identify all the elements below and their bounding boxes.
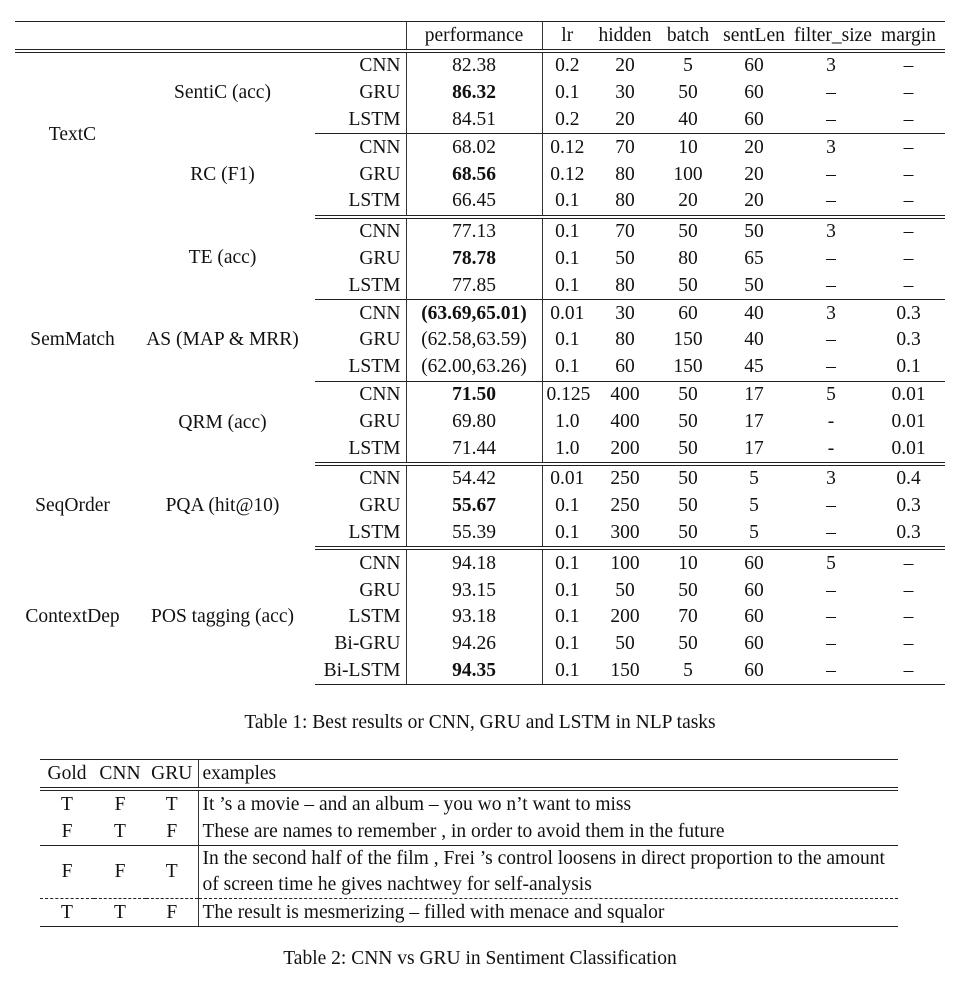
- hidden-value: 80: [615, 329, 635, 351]
- filter-size-value: 3: [826, 468, 836, 490]
- performance-value: 94.26: [406, 631, 542, 658]
- lr-value: 0.1: [555, 329, 580, 351]
- hidden-value: 150: [592, 658, 658, 685]
- table1-caption: Table 1: Best results or CNN, GRU and LSTM in NLP tasks: [244, 712, 716, 733]
- hidden-value: 250: [610, 468, 640, 490]
- results-table-body: [15, 51, 945, 685]
- performance-value: 55.67: [406, 493, 542, 520]
- hidden-value: 50: [615, 633, 635, 655]
- header-sentlen: sentLen: [718, 22, 790, 52]
- filter-size-value: –: [826, 606, 836, 628]
- sentlen-value: 60: [744, 606, 764, 628]
- sentlen-value: 50: [718, 272, 790, 299]
- header-examples: examples: [198, 760, 898, 790]
- hidden-value: 70: [615, 136, 635, 158]
- hidden-value: 20: [615, 55, 635, 77]
- lr-value: 0.2: [555, 55, 580, 77]
- lr-value: 0.1: [555, 606, 580, 628]
- gold-label: T: [61, 793, 73, 815]
- batch-value: 40: [658, 107, 718, 134]
- task-label: POS tagging (acc): [151, 605, 294, 627]
- filter-size-value: -: [790, 435, 872, 464]
- filter-size-value: –: [790, 354, 872, 381]
- performance-value: 68.56: [406, 161, 542, 188]
- sentlen-value: 60: [744, 55, 764, 77]
- example-sentence: In the second half of the film , Frei ’s control loosens in direct proportion to the amount of screen time he gives nachtwey for self-analysis: [198, 846, 898, 899]
- hidden-value: 400: [610, 383, 640, 405]
- filter-size-value: –: [790, 107, 872, 134]
- batch-value: 50: [678, 410, 698, 432]
- examples-table-body: [40, 789, 898, 927]
- lr-value: 0.1: [555, 633, 580, 655]
- sentlen-value: 5: [718, 520, 790, 549]
- table-row: [40, 789, 898, 818]
- header-filter-size: filter_size: [790, 22, 872, 52]
- table-row: [40, 846, 898, 899]
- filter-size-value: –: [826, 633, 836, 655]
- model-name: LSTM: [315, 604, 406, 631]
- filter-size-value: –: [826, 579, 836, 601]
- performance-value: 94.18: [406, 548, 542, 577]
- table-row: [15, 464, 945, 493]
- performance-value: 94.35: [406, 658, 542, 685]
- sentlen-value: 60: [718, 658, 790, 685]
- filter-size-value: –: [826, 82, 836, 104]
- sentlen-value: 5: [749, 495, 759, 517]
- batch-value: 50: [678, 633, 698, 655]
- lr-value: 0.01: [550, 302, 585, 324]
- performance-value: 93.15: [406, 577, 542, 604]
- lr-value: 0.12: [550, 136, 585, 158]
- batch-value: 50: [678, 468, 698, 490]
- lr-value: 0.1: [555, 495, 580, 517]
- filter-size-value: 5: [826, 383, 836, 405]
- lr-value: 1.0: [555, 410, 580, 432]
- margin-value: –: [872, 188, 945, 217]
- examples-table: [40, 759, 898, 927]
- model-name: CNN: [315, 300, 406, 327]
- model-name: LSTM: [315, 107, 406, 134]
- filter-size-value: 3: [826, 302, 836, 324]
- lr-value: 0.1: [555, 579, 580, 601]
- margin-value: 0.01: [891, 383, 926, 405]
- hidden-value: 200: [592, 435, 658, 464]
- batch-value: 5: [658, 658, 718, 685]
- batch-value: 150: [658, 354, 718, 381]
- gold-label: F: [40, 846, 94, 899]
- performance-value: 69.80: [406, 408, 542, 435]
- margin-value: –: [903, 606, 914, 628]
- group-label: TextC: [48, 123, 97, 145]
- hidden-value: 300: [592, 520, 658, 549]
- header-cnn: CNN: [94, 760, 146, 790]
- gold-label: T: [40, 899, 94, 927]
- filter-size-value: –: [826, 495, 836, 517]
- sentlen-value: 60: [744, 552, 764, 574]
- lr-value: 0.1: [555, 247, 580, 269]
- model-name: GRU: [315, 408, 406, 435]
- batch-value: 50: [678, 579, 698, 601]
- margin-value: –: [903, 579, 914, 601]
- filter-size-value: 3: [826, 136, 836, 158]
- filter-size-value: –: [826, 247, 836, 269]
- lr-value: 0.2: [542, 107, 592, 134]
- performance-value: (63.69,65.01): [406, 300, 542, 327]
- model-name: LSTM: [315, 520, 406, 549]
- hidden-value: 20: [592, 107, 658, 134]
- sentlen-value: 5: [749, 468, 759, 490]
- sentlen-value: 20: [744, 136, 764, 158]
- model-name: CNN: [315, 51, 406, 80]
- sentlen-value: 60: [744, 82, 764, 104]
- lr-value: 0.1: [542, 188, 592, 217]
- sentlen-value: 60: [744, 633, 764, 655]
- margin-value: –: [903, 633, 914, 655]
- hidden-value: 80: [615, 163, 635, 185]
- example-sentence: It ’s a movie – and an album – you wo n’t want to miss: [198, 789, 898, 818]
- task-label: RC (F1): [190, 164, 255, 186]
- performance-value: (62.00,63.26): [406, 354, 542, 381]
- hidden-value: 80: [592, 188, 658, 217]
- lr-value: 0.1: [555, 552, 580, 574]
- performance-value: 78.78: [406, 246, 542, 273]
- header-margin: margin: [872, 22, 945, 52]
- results-table: [15, 21, 945, 685]
- margin-value: 0.3: [872, 520, 945, 549]
- sentlen-value: 60: [744, 579, 764, 601]
- model-name: CNN: [315, 381, 406, 408]
- batch-value: 50: [678, 495, 698, 517]
- margin-value: –: [903, 221, 914, 243]
- header-batch: batch: [658, 22, 718, 52]
- batch-value: 5: [683, 55, 693, 77]
- task-label: SentiC (acc): [174, 82, 271, 104]
- model-name: Bi-LSTM: [315, 658, 406, 685]
- lr-value: 0.1: [542, 520, 592, 549]
- batch-value: 150: [673, 329, 703, 351]
- model-name: Bi-GRU: [315, 631, 406, 658]
- gru-label: T: [146, 846, 198, 899]
- hidden-value: 50: [615, 247, 635, 269]
- margin-value: 0.1: [872, 354, 945, 381]
- sentlen-value: 45: [718, 354, 790, 381]
- performance-value: 93.18: [406, 604, 542, 631]
- margin-value: 0.3: [896, 495, 921, 517]
- batch-value: 50: [678, 82, 698, 104]
- filter-size-value: –: [790, 520, 872, 549]
- group-label: SeqOrder: [35, 495, 110, 517]
- batch-value: 50: [678, 383, 698, 405]
- lr-value: 1.0: [542, 435, 592, 464]
- lr-value: 0.125: [546, 383, 591, 405]
- table-row: [40, 899, 898, 927]
- gru-label: F: [146, 899, 198, 927]
- margin-value: –: [903, 136, 914, 158]
- model-name: CNN: [315, 464, 406, 493]
- lr-value: 0.12: [550, 163, 585, 185]
- model-name: LSTM: [315, 435, 406, 464]
- hidden-value: 250: [610, 495, 640, 517]
- hidden-value: 80: [592, 272, 658, 299]
- margin-value: 0.01: [891, 410, 926, 432]
- filter-size-value: –: [790, 658, 872, 685]
- filter-size-value: 5: [826, 552, 836, 574]
- header-hidden: hidden: [592, 22, 658, 52]
- filter-size-value: –: [826, 329, 836, 351]
- table-row: [15, 134, 945, 161]
- model-name: GRU: [315, 80, 406, 107]
- model-name: LSTM: [315, 272, 406, 299]
- margin-value: –: [903, 82, 914, 104]
- margin-value: –: [903, 163, 914, 185]
- margin-value: –: [872, 107, 945, 134]
- margin-value: 0.4: [896, 468, 921, 490]
- table2-header-row: [40, 760, 898, 790]
- model-name: GRU: [315, 246, 406, 273]
- lr-value: 0.1: [555, 82, 580, 104]
- performance-value: 82.38: [406, 51, 542, 80]
- margin-value: –: [872, 658, 945, 685]
- performance-value: 55.39: [406, 520, 542, 549]
- filter-size-value: –: [790, 188, 872, 217]
- sentlen-value: 40: [744, 329, 764, 351]
- performance-value: 71.44: [406, 435, 542, 464]
- batch-value: 50: [658, 272, 718, 299]
- margin-value: 0.3: [896, 329, 921, 351]
- performance-value: 84.51: [406, 107, 542, 134]
- hidden-value: 70: [615, 221, 635, 243]
- cnn-label: F: [114, 793, 126, 815]
- sentlen-value: 65: [744, 247, 764, 269]
- hidden-value: 50: [615, 579, 635, 601]
- model-name: CNN: [315, 134, 406, 161]
- model-name: CNN: [315, 548, 406, 577]
- lr-value: 0.1: [542, 354, 592, 381]
- model-name: LSTM: [315, 354, 406, 381]
- sentlen-value: 17: [744, 410, 764, 432]
- performance-value: 86.32: [406, 80, 542, 107]
- sentlen-value: 17: [718, 435, 790, 464]
- hidden-value: 200: [610, 606, 640, 628]
- filter-size-value: –: [790, 272, 872, 299]
- cnn-label: T: [94, 899, 146, 927]
- sentlen-value: 20: [718, 188, 790, 217]
- example-sentence: These are names to remember , in order to avoid them in the future: [198, 818, 898, 846]
- task-label: AS (MAP & MRR): [146, 329, 299, 351]
- sentlen-value: 60: [718, 107, 790, 134]
- sentlen-value: 17: [744, 383, 764, 405]
- hidden-value: 60: [592, 354, 658, 381]
- group-label: SemMatch: [30, 329, 115, 351]
- hidden-value: 400: [610, 410, 640, 432]
- batch-value: 10: [678, 136, 698, 158]
- margin-value: 0.3: [896, 302, 921, 324]
- batch-value: 20: [658, 188, 718, 217]
- model-name: GRU: [315, 577, 406, 604]
- performance-value: 66.45: [406, 188, 542, 217]
- sentlen-value: 50: [744, 221, 764, 243]
- filter-size-value: 3: [826, 55, 836, 77]
- task-label: QRM (acc): [178, 411, 267, 433]
- filter-size-value: 3: [826, 221, 836, 243]
- performance-value: 77.13: [406, 217, 542, 246]
- gru-label: F: [146, 818, 198, 846]
- table-row: [40, 818, 898, 846]
- performance-value: 54.42: [406, 464, 542, 493]
- task-label: TE (acc): [188, 247, 257, 269]
- table-row: [15, 548, 945, 577]
- margin-value: –: [872, 272, 945, 299]
- batch-value: 70: [678, 606, 698, 628]
- margin-value: 0.01: [872, 435, 945, 464]
- hidden-value: 100: [610, 552, 640, 574]
- group-label: ContextDep: [25, 605, 120, 627]
- table-row: [15, 217, 945, 246]
- batch-value: 100: [673, 163, 703, 185]
- performance-value: 77.85: [406, 272, 542, 299]
- batch-value: 60: [678, 302, 698, 324]
- performance-value: 68.02: [406, 134, 542, 161]
- margin-value: –: [903, 55, 914, 77]
- table-row: [15, 381, 945, 408]
- table1-header-row: [15, 22, 945, 52]
- table-row: [15, 300, 945, 327]
- cnn-label: T: [94, 818, 146, 846]
- lr-value: 0.01: [550, 468, 585, 490]
- model-name: GRU: [315, 493, 406, 520]
- batch-value: 50: [658, 435, 718, 464]
- batch-value: 10: [678, 552, 698, 574]
- table-row: [15, 51, 945, 80]
- margin-value: –: [903, 247, 914, 269]
- model-name: GRU: [315, 327, 406, 354]
- hidden-value: 30: [615, 82, 635, 104]
- filter-size-value: -: [827, 410, 835, 432]
- header-performance: performance: [406, 22, 542, 52]
- batch-value: 50: [678, 221, 698, 243]
- lr-value: 0.1: [542, 658, 592, 685]
- filter-size-value: –: [826, 163, 836, 185]
- performance-value: (62.58,63.59): [406, 327, 542, 354]
- performance-value: 71.50: [406, 381, 542, 408]
- gold-label: F: [40, 818, 94, 846]
- header-gru: GRU: [146, 760, 198, 790]
- margin-value: –: [903, 552, 914, 574]
- sentlen-value: 20: [744, 163, 764, 185]
- table2-caption: Table 2: CNN vs GRU in Sentiment Classification: [283, 948, 677, 969]
- model-name: CNN: [315, 217, 406, 246]
- hidden-value: 30: [615, 302, 635, 324]
- header-lr: lr: [542, 22, 592, 52]
- gru-label: T: [165, 793, 178, 815]
- model-name: GRU: [315, 161, 406, 188]
- task-label: PQA (hit@10): [165, 495, 280, 517]
- header-gold: Gold: [40, 760, 94, 790]
- lr-value: 0.1: [542, 272, 592, 299]
- cnn-label: F: [94, 846, 146, 899]
- batch-value: 80: [678, 247, 698, 269]
- batch-value: 50: [658, 520, 718, 549]
- lr-value: 0.1: [555, 221, 580, 243]
- example-sentence: The result is mesmerizing – filled with menace and squalor: [198, 899, 898, 927]
- sentlen-value: 40: [744, 302, 764, 324]
- model-name: LSTM: [315, 188, 406, 217]
